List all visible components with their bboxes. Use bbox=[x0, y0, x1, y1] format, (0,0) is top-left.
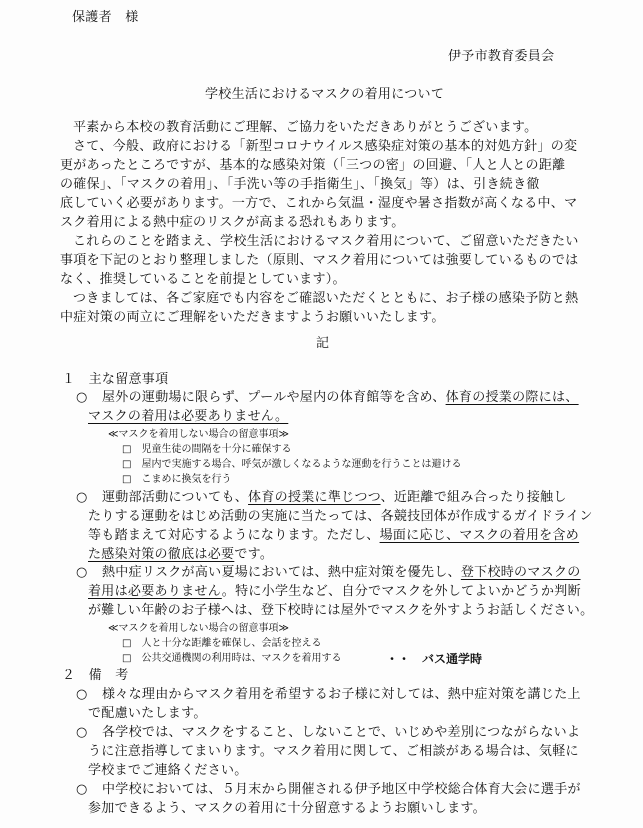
item3-line: 熱中症リスクが高い夏場においては、熱中症対策を優先し、登下校時のマスクの bbox=[102, 565, 581, 580]
note-item: □ こまめに換気を行う bbox=[122, 474, 232, 485]
circle-bullet-icon: ○ bbox=[76, 725, 88, 740]
circle-bullet-icon: ○ bbox=[76, 390, 88, 405]
circle-bullet-icon: ○ bbox=[76, 782, 88, 797]
circle-bullet-icon: ○ bbox=[76, 490, 88, 505]
item2-line: 運動部活動についても、体育の授業に準じつつ、近距離で組み合ったり接触し bbox=[102, 490, 567, 505]
circle-bullet-icon: ○ bbox=[76, 687, 88, 702]
recipient-line: 保護者 様 bbox=[72, 10, 139, 25]
note-title: ≪マスクを着用しない場合の留意事項≫ bbox=[108, 623, 289, 634]
intro-line: なく、推奨していることを前提としています）。 bbox=[60, 272, 346, 287]
intro-line: さて、今般、政府における「新型コロナウイルス感染症対策の基本的対処方針」の変 bbox=[73, 139, 578, 154]
remark-line: 様々な理由からマスク着用を希望するお子様に対しては、熱中症対策を講じた上 bbox=[102, 687, 581, 702]
remark-line: 参加できるよう、マスクの着用に十分留意するようお願いします。 bbox=[88, 801, 486, 816]
intro-line: スク着用による熱中症のリスクが高まる恐れもあります。 bbox=[60, 215, 405, 230]
remark-line: うに注意指導してまいります。マスク着用に関して、ご相談がある場合は、気軽に bbox=[88, 744, 579, 759]
sender-line: 伊予市教育委員会 bbox=[448, 49, 555, 64]
item1-line: マスクの着用は必要ありません。 bbox=[88, 409, 289, 424]
intro-line: 中症対策の両立にご理解をいただきますようお願いいたします。 bbox=[60, 310, 445, 325]
checkbox-icon: □ bbox=[122, 638, 132, 649]
remark-line: 中学校においては、５月末から開催される伊予地区中学校総合体育大会に選手が bbox=[102, 782, 581, 797]
handwritten-annotation: ・・ バス通学時 bbox=[386, 652, 483, 666]
intro-line: の確保」、「マスクの着用」、「手洗い等の手指衛生」、「換気」等）は、引き続き徹 bbox=[60, 177, 540, 192]
item2-line: た感染対策の徹底は必要です。 bbox=[88, 547, 274, 562]
note-item: □ 屋内で実施する場合、呼気が激しくなるような運動を行うことは避ける bbox=[122, 459, 462, 470]
item1-line: 屋外の運動場に限らず、プールや屋内の体育館等を含め、体育の授業の際には、 bbox=[102, 390, 579, 405]
intro-line: 底していく必要があります。一方で、これから気温・湿度や暑さ指数が高くなる中、マ bbox=[60, 196, 578, 211]
item2-line: 等も踏まえて対応するようになります。ただし、場面に応じ、マスクの着用を含め bbox=[88, 528, 580, 543]
intro-line: 事項を下記のとおり整理しました（原則、マスク着用については強要しているものでは bbox=[60, 253, 579, 268]
checkbox-icon: □ bbox=[122, 653, 132, 664]
intro-line: 平素から本校の教育活動にご理解、ご協力をいただきありがとうございます。 bbox=[73, 120, 538, 135]
remark-line: 各学校では、マスクをすること、しないことで、いじめや差別につながらないよ bbox=[102, 725, 581, 740]
note-title: ≪マスクを着用しない場合の留意事項≫ bbox=[108, 429, 289, 440]
item3-line: が難しい年齢のお子様へは、登下校時には屋外でマスクを外すようお話しください。 bbox=[88, 603, 594, 618]
remark-line: 学校までご連絡ください。 bbox=[88, 763, 248, 778]
intro-line: 更があったところですが、基本的な感染対策（「三つの密」の回避、「人と人との距離 bbox=[60, 158, 566, 173]
note-item: □ 児童生徒の間隔を十分に確保する bbox=[122, 444, 292, 455]
document-title: 学校生活におけるマスクの着用について bbox=[205, 87, 445, 102]
ki-heading: 記 bbox=[316, 336, 330, 351]
item1-underlined: 体育の授業の際には、 bbox=[445, 390, 579, 405]
item2-line: たりする運動をはじめ活動の実施に当たっては、各競技団体が作成するガイドライン bbox=[88, 509, 593, 524]
note-item: □ 公共交通機関の利用時は、マスクを着用する bbox=[122, 653, 342, 664]
intro-line: つきましては、各ご家庭でも内容をご確認いただくとともに、お子様の感染予防と熱 bbox=[73, 291, 579, 306]
item3-line: 着用は必要ありません。特に小学生など、自分でマスクを外してよいかどうか判断 bbox=[88, 584, 581, 599]
checkbox-icon: □ bbox=[122, 459, 132, 470]
checkbox-icon: □ bbox=[122, 474, 132, 485]
note-item: □ 人と十分な距離を確保し、会話を控える bbox=[122, 638, 322, 649]
intro-line: これらのことを踏まえ、学校生活におけるマスク着用について、ご留意いただきたい bbox=[73, 234, 579, 249]
section1-heading: １ 主な留意事項 bbox=[62, 372, 169, 387]
remark-line: で配慮いたします。 bbox=[88, 706, 207, 721]
section2-heading: ２ 備 考 bbox=[62, 668, 129, 683]
checkbox-icon: □ bbox=[122, 444, 132, 455]
circle-bullet-icon: ○ bbox=[76, 565, 88, 580]
